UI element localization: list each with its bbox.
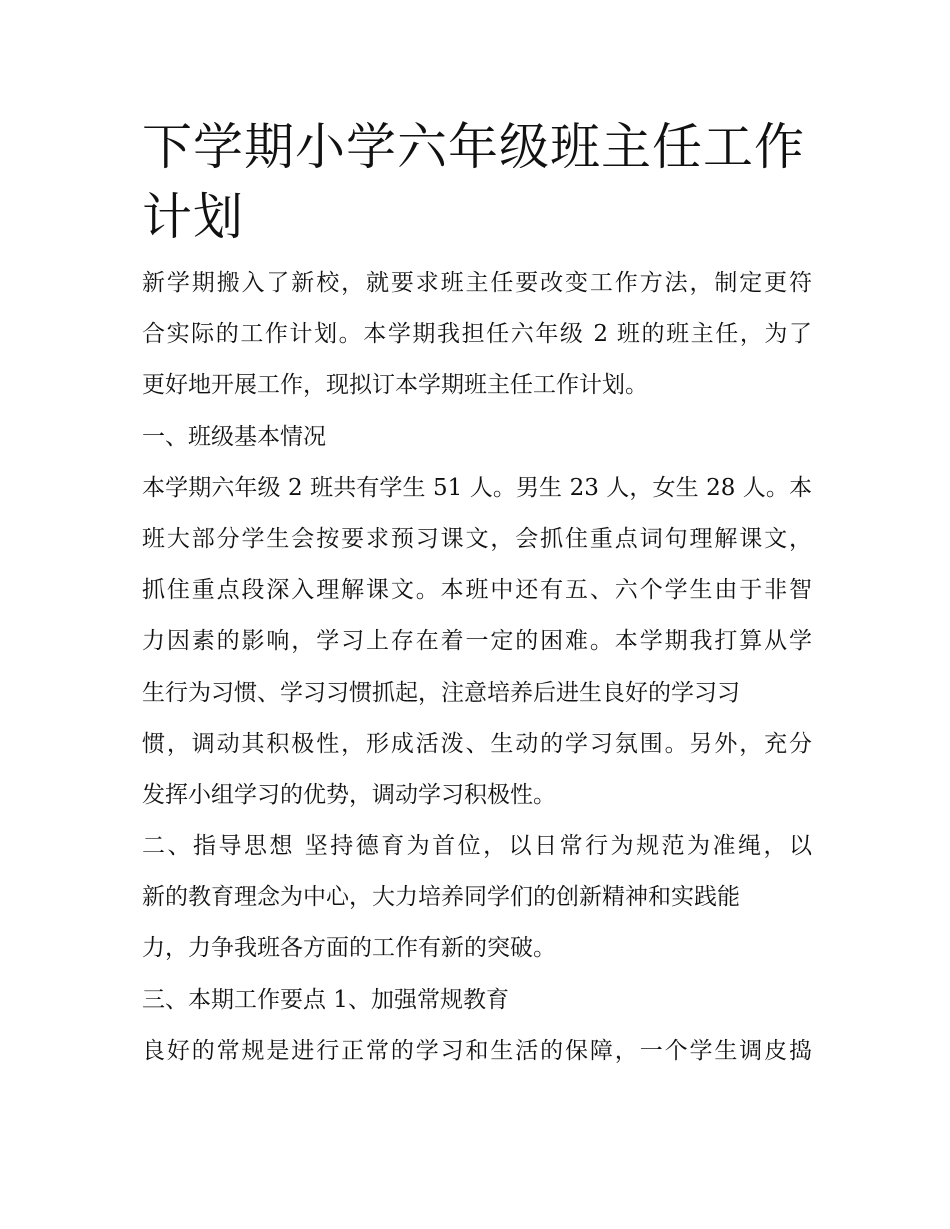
section-heading-3: 三、本期工作要点 1、加强常规教育	[142, 986, 509, 1013]
body-line: 力因素的影响，学习上存在着一定的困难。本学期我打算从学	[142, 628, 812, 655]
title-line-2: 计划	[142, 188, 244, 246]
body-line: 发挥小组学习的优势，调动学习积极性。	[142, 781, 556, 808]
body-line: 本学期六年级 2 班共有学生 51 人。男生 23 人，女生 28 人。本	[142, 474, 812, 501]
document-title	[142, 112, 812, 252]
document-body	[142, 258, 812, 1077]
body-line: 合实际的工作计划。本学期我担任六年级 2 班的班主任，为了	[142, 321, 812, 348]
document-page	[142, 112, 812, 1077]
body-line: 抓住重点段深入理解课文。本班中还有五、六个学生由于非智	[142, 577, 812, 604]
body-line: 新学期搬入了新校，就要求班主任要改变工作方法，制定更符	[142, 270, 812, 296]
body-line: 惯，调动其积极性，形成活泼、生动的学习氛围。另外，充分	[142, 730, 812, 757]
title-line-1: 下学期小学六年级班主任工作	[142, 118, 805, 176]
body-line: 新的教育理念为中心，大力培养同学们的创新精神和实践能	[142, 884, 740, 911]
body-line: 班大部分学生会按要求预习课文，会抓住重点词句理解课文，	[142, 525, 812, 552]
body-line: 生行为习惯、学习习惯抓起，注意培养后进生良好的学习习	[142, 679, 740, 706]
body-line: 力，力争我班各方面的工作有新的突破。	[142, 935, 556, 962]
body-line: 更好地开展工作，现拟订本学期班主任工作计划。	[142, 372, 648, 399]
section-heading-1: 一、班级基本情况	[142, 423, 326, 450]
body-line: 良好的常规是进行正常的学习和生活的保障，一个学生调皮捣	[142, 1037, 812, 1064]
section-heading-2: 二、指导思想 坚持德育为首位，以日常行为规范为准绳，以	[142, 833, 812, 860]
